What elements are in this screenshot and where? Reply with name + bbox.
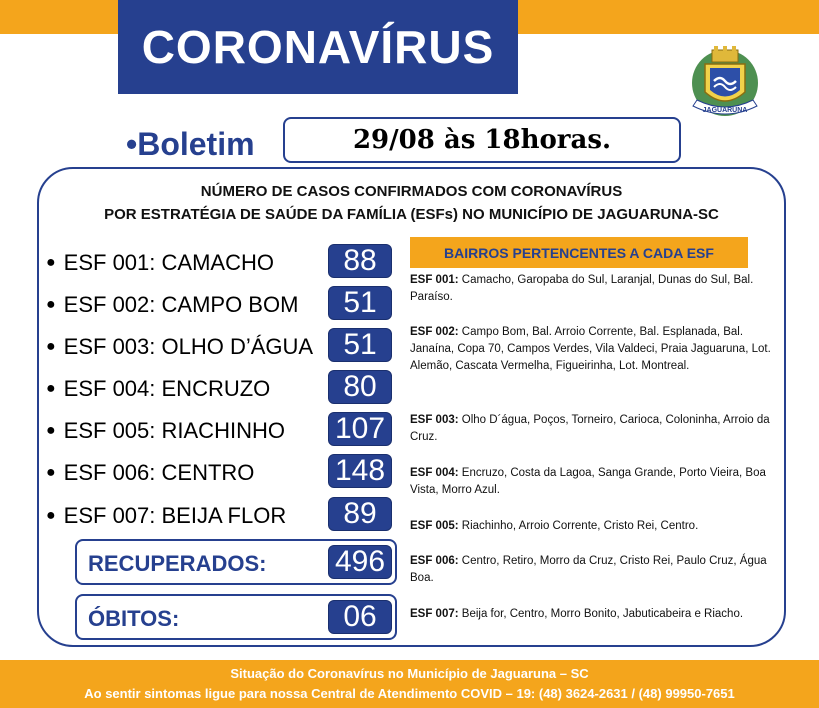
bairro-item-1: ESF 001: Camacho, Garopaba do Sul, Laranjal, Dunas do Sul, Bal. Paraíso. [410,274,754,303]
bairro-item-3: ESF 003: Olho D´água, Poços, Torneiro, Carioca, Coloninha, Arroio da Cruz. [410,414,770,443]
page-title: CORONAVÍRUS [141,21,495,73]
deaths-label: ÓBITOS: [88,606,180,631]
esf-count-2: 51 [328,286,392,320]
bairro-item-5: ESF 005: Riachinho, Arroio Corrente, Cristo Rei, Centro. [410,520,699,532]
esf-count-7: 89 [328,497,392,531]
esf-count-1: 88 [328,244,392,278]
headline-line-2: POR ESTRATÉGIA DE SAÚDE DA FAMÍLIA (ESFs) NO MUNICÍPIO DE JAGUARUNA-SC [104,206,719,223]
bairro-item-7: ESF 007: Beija for, Centro, Morro Bonito, Jabuticabeira e Riacho. [410,608,744,620]
boletim-label: •Boletim [126,126,255,162]
title-banner [118,0,518,94]
bairros-header: BAIRROS PERTENCENTES A CADA ESF [410,237,748,268]
bairro-item-6: ESF 006: Centro, Retiro, Morro da Cruz, Cristo Rei, Paulo Cruz, Água Boa. [410,555,767,584]
esf-count-6: 148 [328,454,392,488]
esf-count-3: 51 [328,328,392,362]
date-box [283,117,681,163]
esf-row-3: ● ESF 003: OLHO D’ÁGUA [46,334,314,359]
footer-line-1: Situação do Coronavírus no Município de Jaguaruna – SC [230,666,589,681]
esf-count-4: 80 [328,370,392,404]
jaguaruna-crest-icon [679,36,771,122]
headline [37,180,786,226]
esf-count-5: 107 [328,412,392,446]
esf-row-7: ● ESF 007: BEIJA FLOR [46,503,287,528]
esf-row-1: ● ESF 001: CAMACHO [46,250,274,275]
crest-label: JAGUARUNA [702,107,748,114]
esf-row-2: ● ESF 002: CAMPO BOM [46,292,299,317]
recovered-label: RECUPERADOS: [88,551,267,576]
bairro-item-2: ESF 002: Campo Bom, Bal. Arroio Corrente, Bal. Esplanada, Bal. Janaína, Copa 70, Campos Verdes, Vila Valdeci, Praia Jaguaruna, Lot. Alemão, Cascata Vermelha, Figueirinha, Lot. Montreal. [410,326,771,372]
bairro-item-4: ESF 004: Encruzo, Costa da Lagoa, Sanga Grande, Porto Vieira, Boa Vista, Morro Azul. [410,467,766,496]
bulletin-date: 29/08 às 18horas. [352,125,612,155]
esf-row-6: ● ESF 006: CENTRO [46,460,255,485]
esf-row-4: ● ESF 004: ENCRUZO [46,376,271,401]
esf-row-5: ● ESF 005: RIACHINHO [46,418,285,443]
headline-line-1: NÚMERO DE CASOS CONFIRMADOS COM CORONAVÍRUS [200,183,623,200]
footer-line-2: Ao sentir sintomas ligue para nossa Central de Atendimento COVID – 19: (48) 3624-2631 / (48) 99950-7651 [84,686,735,701]
recovered-count: 496 [328,545,392,579]
deaths-count: 06 [328,600,392,634]
footer [0,660,819,708]
